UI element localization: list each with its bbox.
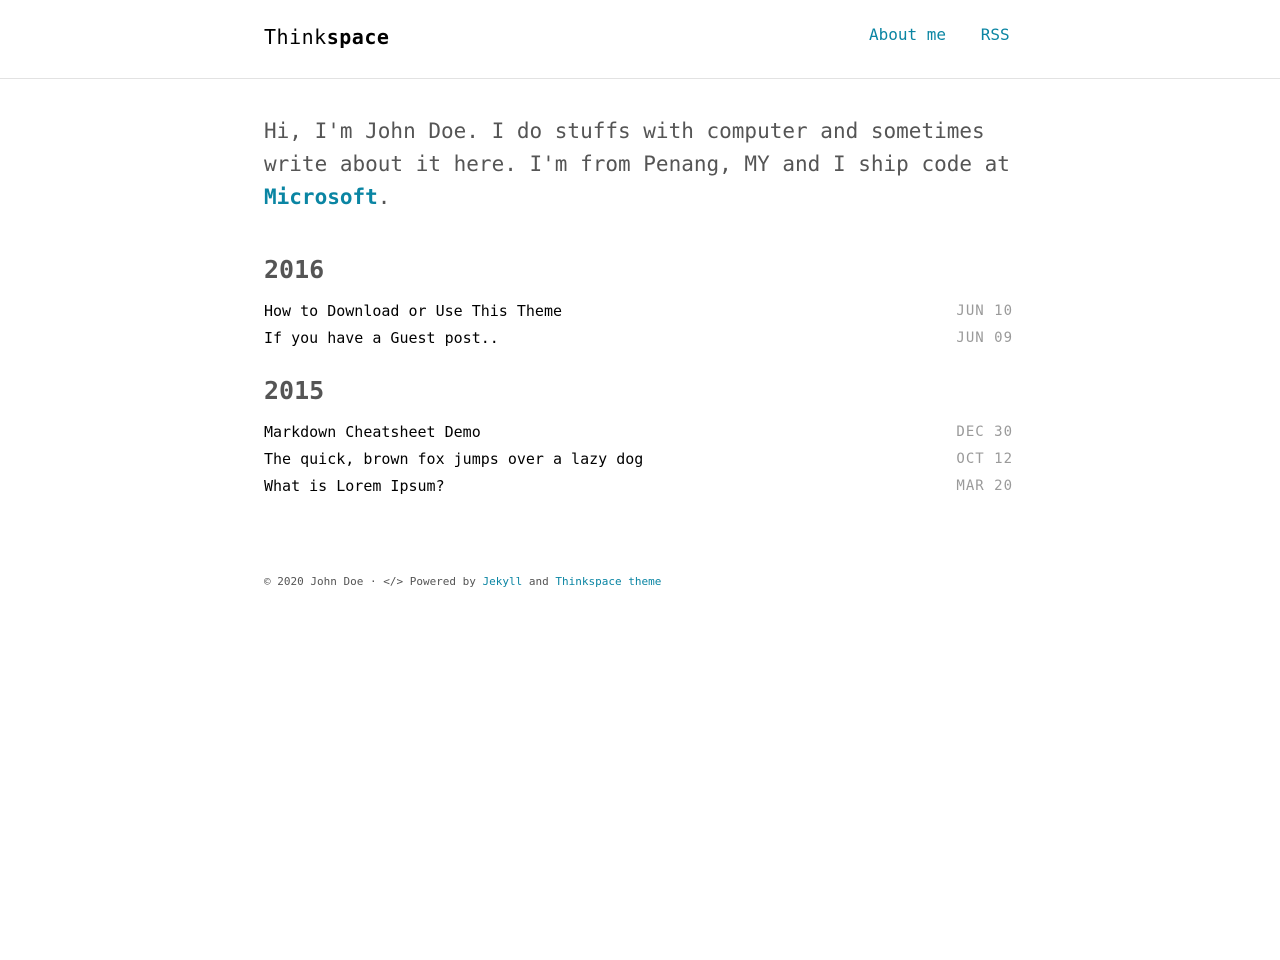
intro-text <box>264 115 1016 214</box>
list-item <box>264 472 1013 499</box>
post-date: JUN 10 <box>956 302 1013 319</box>
list-item <box>264 418 1013 445</box>
list-item <box>264 445 1013 472</box>
post-title-link[interactable]: How to Download or Use This Theme <box>264 301 563 320</box>
year-heading-2015: 2015 <box>264 376 325 405</box>
list-item <box>264 297 1013 324</box>
post-title-link[interactable]: What is Lorem Ipsum? <box>264 476 445 495</box>
footer-jekyll-link[interactable]: Jekyll <box>482 575 523 588</box>
brand-bold: space <box>326 25 390 49</box>
intro-text-before: Hi, I'm John Doe. I do stuffs with computer and sometimes write about it here. I'm from Penang, MY and I ship code at <box>264 119 1010 176</box>
year-heading-2016: 2016 <box>264 255 325 284</box>
post-title-link[interactable]: If you have a Guest post.. <box>264 328 499 347</box>
main-nav <box>869 24 1010 46</box>
footer-and: and <box>522 575 556 588</box>
intro-employer-link[interactable]: Microsoft <box>264 185 378 209</box>
site-footer <box>264 574 661 590</box>
post-title-link[interactable]: The quick, brown fox jumps over a lazy dog <box>264 449 644 468</box>
post-list-2015 <box>264 418 1013 499</box>
post-title-link[interactable]: Markdown Cheatsheet Demo <box>264 422 481 441</box>
intro-text-after: . <box>377 185 391 209</box>
footer-copyright: © 2020 John Doe · </> Powered by <box>264 575 483 588</box>
post-date: OCT 12 <box>956 450 1013 467</box>
site-brand-link[interactable] <box>264 24 389 50</box>
nav-about-me[interactable]: About me <box>869 25 947 44</box>
post-date: MAR 20 <box>956 477 1013 494</box>
footer-theme-link[interactable]: Thinkspace theme <box>555 575 662 588</box>
post-list-2016 <box>264 297 1013 351</box>
nav-rss[interactable]: RSS <box>980 25 1010 44</box>
post-date: DEC 30 <box>956 423 1013 440</box>
list-item <box>264 324 1013 351</box>
brand-regular: Think <box>264 25 327 49</box>
post-date: JUN 09 <box>956 329 1013 346</box>
site-header <box>0 0 1280 79</box>
